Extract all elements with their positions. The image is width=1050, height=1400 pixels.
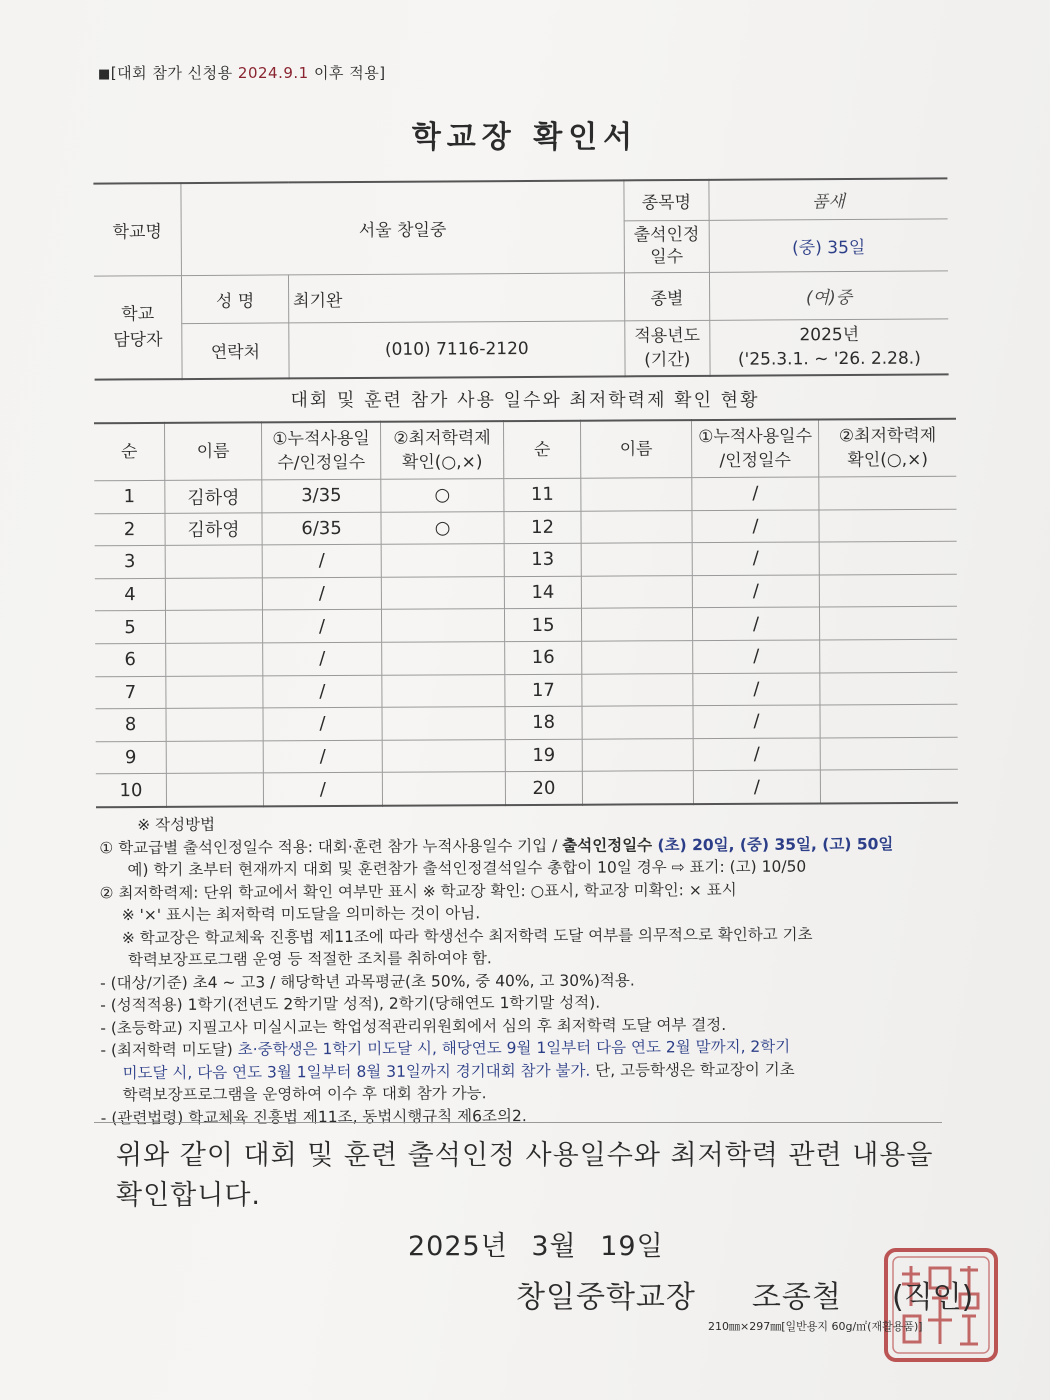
row-check-right (820, 770, 958, 804)
col-name-right: 이름 (580, 420, 691, 478)
row-check (381, 576, 504, 609)
row-name (165, 610, 262, 643)
row-days-right: / (692, 477, 819, 510)
row-days-right: / (693, 705, 820, 738)
row-number-right: 12 (504, 511, 581, 544)
row-number: 3 (95, 546, 166, 579)
col-check-right (818, 419, 956, 477)
period-value (710, 318, 949, 375)
row-check-right (819, 509, 957, 542)
table-row (95, 672, 957, 709)
row-number-right: 18 (505, 706, 582, 739)
period-year: 2025년 (799, 324, 860, 346)
note-1-values: (초) 20일, (중) 35일, (고) 50일 (657, 834, 894, 854)
note-1-example: 예) 학기 초부터 현재까지 대회 및 훈련참가 출석인정결석일수 총합이 10일 경우 ⇨ 표기: (고) 10/50 (127, 857, 807, 880)
note-6-tail: 단, 고등학생은 학교장이 기초 (595, 1060, 795, 1080)
table-header-row (94, 419, 956, 481)
note-4: - (성적적용) 1학기(전년도 2학기말 성적), 2학기(당해연도 1학기말 성적). (100, 993, 601, 1015)
row-name (166, 675, 263, 708)
col-check-line2: 확인(○,×) (401, 452, 483, 473)
note-3: - (대상/기준) 초4 ~ 고3 / 해당학년 과목평균(초 50%, 중 40%, 고 30%)적용. (100, 970, 635, 992)
row-check (381, 544, 504, 577)
row-name-right (582, 771, 693, 805)
col-check-right-line2: 확인(○,×) (847, 449, 929, 471)
row-days-right: / (693, 738, 820, 771)
col-check-line1: ②최저학력제 (393, 428, 491, 449)
row-check-right (819, 541, 957, 574)
row-name: 김하영 (165, 480, 262, 513)
row-days: / (262, 544, 381, 577)
table-row (96, 770, 958, 808)
row-days: / (263, 642, 382, 675)
note-6-highlight-cont: 미도달 시, 다음 연도 3월 1일부터 8월 31일까지 경기대회 참가 불가. (122, 1061, 591, 1082)
form-usage-note (98, 62, 386, 83)
row-name-right (582, 706, 693, 739)
note-1-emphasis (562, 835, 893, 855)
row-number: 2 (94, 513, 165, 546)
note-1-text: ① 학교급별 출석인정일수 적용: 대회·훈련 참가 누적사용일수 기입 / (99, 836, 558, 857)
row-check: ○ (381, 479, 504, 512)
row-check-right (819, 476, 957, 509)
row-check: ○ (381, 511, 504, 544)
row-number-right: 20 (505, 772, 582, 805)
school-info-table (93, 177, 948, 380)
row-name-right (581, 575, 692, 608)
name-label: 성 명 (181, 274, 288, 323)
manager-name-value: 최기완 (288, 272, 624, 322)
row-name (166, 708, 263, 741)
row-number: 10 (96, 774, 167, 807)
row-days: / (263, 707, 382, 740)
row-number: 9 (96, 741, 167, 774)
attendance-label-line1: 출석인정 (633, 224, 700, 246)
row-days: / (262, 577, 381, 610)
confirmation-line2: 확인합니다. (116, 1180, 261, 1211)
contact-person-label (94, 275, 182, 380)
row-days: / (263, 773, 382, 807)
confirmation-statement (116, 1136, 933, 1216)
row-check-right (820, 639, 958, 672)
contact-label: 연락처 (182, 322, 289, 379)
row-days-right: / (692, 607, 819, 640)
row-number-right: 17 (505, 674, 582, 707)
row-days: 6/35 (262, 512, 381, 545)
paper-spec-footer: 210㎜×297㎜[일반용지 60g/㎡(재활용품)] (708, 1320, 923, 1333)
col-days-right-line2: /인정일수 (719, 450, 791, 471)
row-name (165, 545, 262, 578)
principal-name: 조종철 (751, 1280, 842, 1315)
school-name-label: 학교명 (93, 183, 181, 276)
row-number-right: 16 (505, 641, 582, 674)
col-days-right (691, 419, 818, 477)
period-label (625, 320, 710, 377)
row-name-right (582, 641, 693, 674)
row-name-right (581, 510, 692, 543)
row-days: / (263, 675, 382, 708)
document-title: 학교장 확인서 (411, 120, 639, 155)
row-check (382, 674, 505, 707)
row-check (381, 609, 504, 642)
attendance-days-label (624, 220, 709, 273)
row-number: 4 (95, 578, 166, 611)
row-name-right (581, 608, 692, 641)
table-row (95, 541, 957, 578)
note-2-b-cont: 학력보장프로그램 운영 등 적절한 조치를 취하여야 함. (127, 949, 492, 970)
col-check-left (380, 421, 503, 479)
square-bullet-icon: ■ (98, 67, 111, 82)
issue-date: 2025년 3월 19일 (408, 1231, 664, 1262)
table-row (95, 639, 957, 676)
row-number-right: 15 (504, 609, 581, 642)
row-number: 7 (95, 676, 166, 709)
row-days-right: / (692, 542, 819, 575)
note-5: - (초등학교) 지필고사 미실시교는 학업성적관리위원회에서 심의 후 최저학력 도달 여부 결정. (100, 1015, 727, 1037)
col-no-left: 순 (94, 423, 165, 481)
row-name (166, 773, 263, 807)
signer (516, 1272, 842, 1316)
instructions (99, 810, 971, 1130)
row-days: / (263, 740, 382, 773)
row-check-right (820, 737, 958, 770)
row-check (382, 707, 505, 740)
row-check-right (819, 607, 957, 640)
note-6-highlight: 초·중학생은 1학기 미도달 시, 해당연도 9월 1일부터 다음 연도 2월 말까지, 2학기 (237, 1037, 791, 1059)
instructions-heading: ※ 작성방법 (137, 815, 216, 835)
row-name-right (581, 543, 692, 576)
attendance-label-line2: 일수 (650, 247, 684, 268)
row-check-right (820, 704, 958, 737)
row-number: 6 (95, 643, 166, 676)
row-check-right (820, 672, 958, 705)
usage-prefix: [대회 참가 신청용 (110, 64, 233, 82)
table-row (95, 704, 957, 741)
table-row (94, 476, 956, 513)
gender-value: (여)중 (709, 270, 948, 319)
row-check (382, 772, 505, 806)
seal-label: (직인) (892, 1280, 974, 1315)
col-days-left (261, 422, 380, 480)
period-label-line1: 적용년도 (634, 325, 701, 347)
row-name: 김하영 (165, 512, 262, 545)
sport-value: 품새 (709, 178, 948, 219)
row-name-right (582, 738, 693, 771)
gender-label: 종별 (624, 272, 709, 321)
row-number: 1 (94, 480, 165, 513)
note-1 (99, 832, 969, 859)
manager-label-line1: 학교 (121, 303, 155, 325)
note-7: - (관련법령) 학교체육 진흥법 제11조, 동법시행규칙 제6조의2. (100, 1106, 527, 1127)
usage-date: 2024.9.1 (237, 64, 309, 82)
row-number-right: 19 (505, 739, 582, 772)
contact-value: (010) 7116-2120 (289, 320, 625, 378)
col-days-line1: ①누적사용일 (272, 428, 370, 450)
row-number-right: 14 (504, 576, 581, 609)
row-name-right (582, 673, 693, 706)
note-6-prefix: - (최저학력 미도달) (100, 1040, 233, 1060)
row-days-right: / (692, 510, 819, 543)
row-days-right: / (692, 575, 819, 608)
row-days-right: / (693, 640, 820, 673)
col-days-line2: 수/인정일수 (277, 452, 366, 474)
note-2: ② 최저학력제: 단위 학교에서 확인 여부만 표시 ※ 학교장 확인: ○표시, 학교장 미확인: × 표시 (99, 880, 737, 902)
note-2-a: ※ '×' 표시는 최저학력 미도달을 의미하는 것이 아님. (121, 904, 481, 925)
note-2-b: ※ 학교장은 학교체육 진흥법 제11조에 따라 학생선수 최저학력 도달 여부를 의무적으로 확인하고 기초 (121, 925, 813, 947)
row-days: 3/35 (262, 479, 381, 512)
row-name-right (581, 478, 692, 511)
table-row (95, 574, 957, 611)
section-subtitle: 대회 및 훈련 참가 사용 일수와 최저학력제 확인 현황 (290, 390, 760, 411)
note-1-bold: 출석인정일수 (562, 835, 653, 855)
period-range: ('25.3.1. ~ '26. 2.28.) (737, 348, 921, 370)
col-name-left: 이름 (164, 422, 261, 480)
participation-table (94, 418, 958, 808)
row-days: / (262, 610, 381, 643)
note-6-cont2: 학력보장프로그램을 운영하여 이수 후 대회 참가 가능. (122, 1084, 487, 1105)
table-row (95, 607, 957, 644)
col-days-right-line1: ①누적사용일수 (698, 426, 813, 448)
row-number-right: 11 (504, 478, 581, 511)
attendance-days-value: (중) 35일 (709, 218, 948, 271)
col-no-right: 순 (503, 421, 580, 479)
table-row (94, 509, 956, 546)
principal-title: 창일중학교장 (516, 1280, 696, 1315)
row-check (382, 739, 505, 772)
row-days-right: / (693, 673, 820, 706)
row-name (165, 578, 262, 611)
row-number-right: 13 (504, 543, 581, 576)
confirmation-line1: 위와 같이 대회 및 훈련 출석인정 사용일수와 최저학력 관련 내용을 (116, 1140, 934, 1171)
row-number: 5 (95, 611, 166, 644)
school-name-value: 서울 창일중 (181, 180, 624, 275)
divider (94, 1122, 942, 1123)
row-number: 8 (95, 709, 166, 742)
row-days-right: / (693, 770, 820, 804)
row-check (382, 642, 505, 675)
row-name (166, 741, 263, 774)
col-check-right-line1: ②최저학력제 (838, 425, 937, 447)
period-label-line2: (기간) (644, 349, 691, 370)
row-check-right (819, 574, 957, 607)
row-name (166, 643, 263, 676)
manager-label-line2: 담당자 (113, 329, 163, 351)
usage-suffix: 이후 적용] (313, 64, 386, 82)
sport-label: 종목명 (624, 180, 709, 221)
table-row (96, 737, 958, 774)
